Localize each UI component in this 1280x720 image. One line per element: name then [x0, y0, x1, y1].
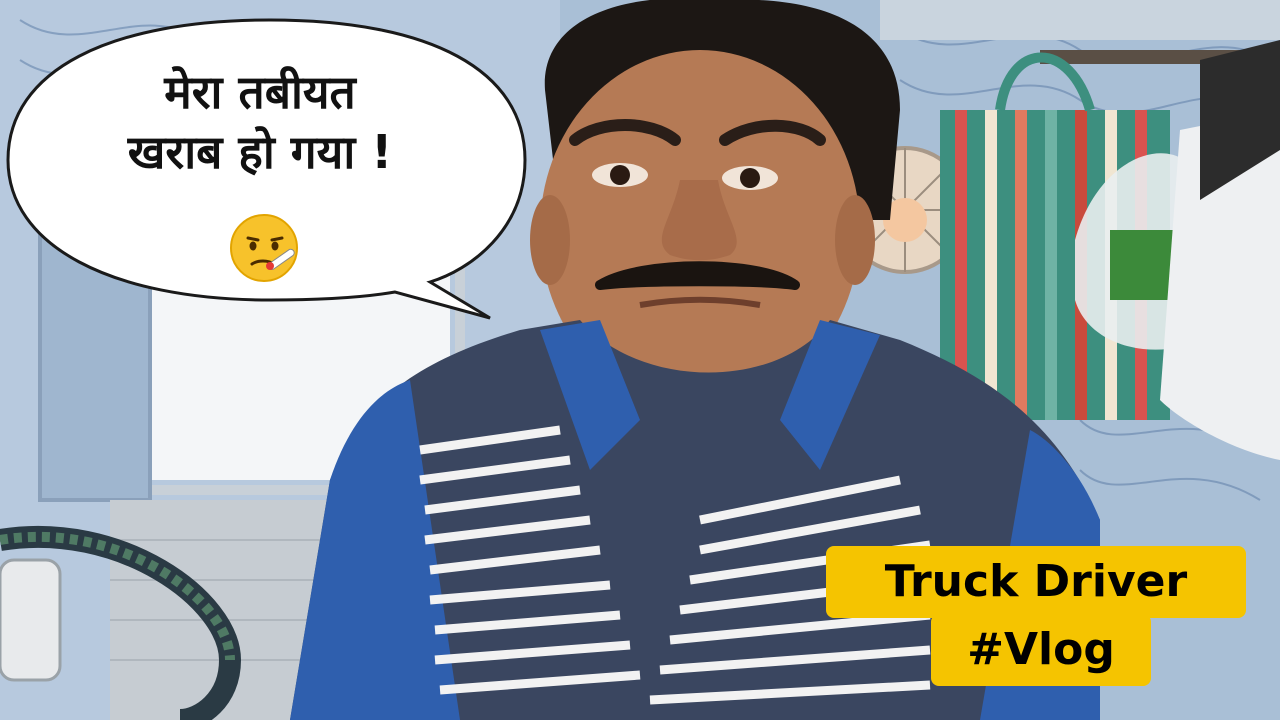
speech-line-2: खराब हो गया ! — [127, 125, 393, 179]
face-with-thermometer-icon — [228, 212, 300, 284]
caption-line-2: #Vlog — [931, 614, 1151, 686]
speech-bubble-text — [20, 62, 500, 182]
speech-line-1: मेरा तबीयत — [164, 65, 356, 119]
caption-line-1: Truck Driver — [826, 546, 1246, 618]
